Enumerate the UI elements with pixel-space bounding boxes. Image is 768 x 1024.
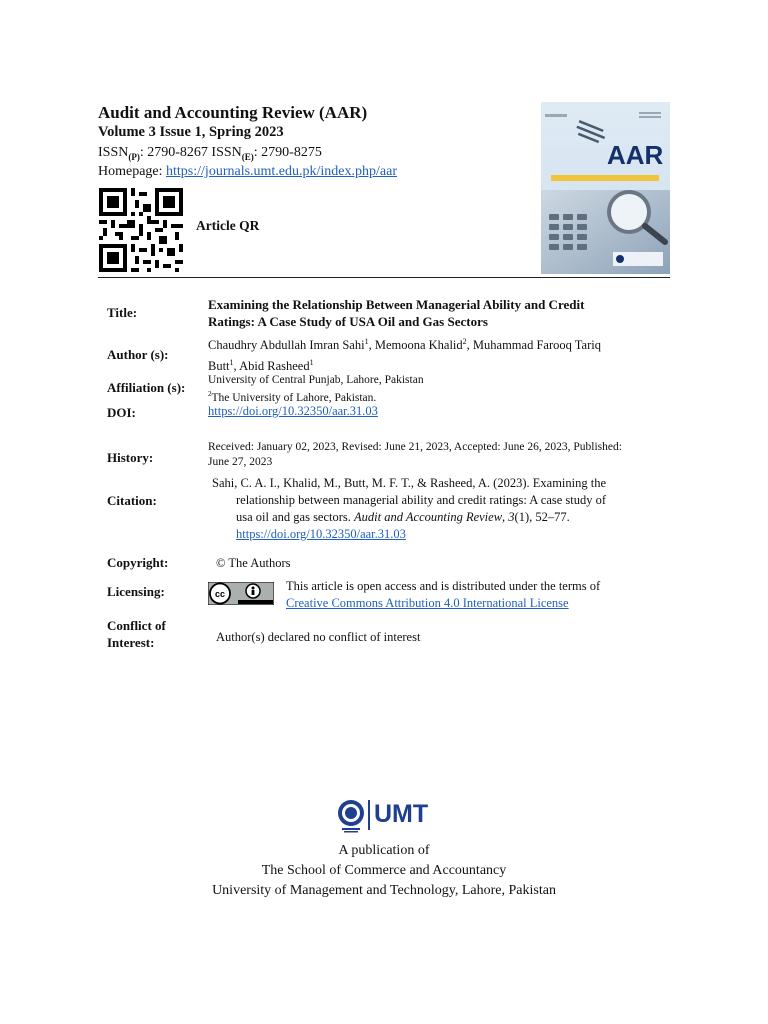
journal-cover-image (541, 102, 670, 274)
qr-code-icon[interactable] (99, 187, 183, 273)
authors (208, 333, 658, 375)
citation-sep: , (502, 510, 509, 524)
author-rasheed: , Abid Rasheed (233, 359, 310, 374)
author-khalid: , Memoona Khalid (368, 338, 463, 353)
conflict-label-line1: Conflict of (107, 618, 166, 633)
history-value (208, 440, 658, 470)
title-label: Title: (107, 305, 138, 320)
author-butt-cont: Butt (208, 359, 230, 374)
copyright-label: Copyright: (107, 555, 169, 570)
copyright-value: © The Authors (216, 556, 291, 570)
issn-line (98, 145, 322, 162)
umt-logo-divider (368, 800, 370, 830)
conflict-label (107, 617, 166, 651)
citation-pages: (1), 52–77. (514, 510, 570, 524)
licensing-label: Licensing: (107, 584, 165, 599)
cover-aar-text: AAR (607, 140, 664, 170)
author-khalid-sup: 2 (462, 337, 467, 346)
homepage-link[interactable]: https://journals.umt.edu.pk/index.php/aar (166, 164, 397, 179)
cc-license-link[interactable]: Creative Commons Attribution 4.0 International License (286, 596, 569, 610)
header-divider (98, 277, 670, 278)
author-rasheed-sup: 1 (309, 358, 314, 368)
conflict-value: Author(s) declared no conflict of interest (216, 630, 421, 644)
author-butt: , Muhammad Farooq Tariq (466, 338, 601, 353)
issn-print: : 2790-8267 ISSN (139, 145, 242, 160)
issn-prefix: ISSN (98, 145, 129, 160)
licensing-text: This article is open access and is distributed under the terms of (286, 579, 601, 593)
journal-title: Audit and Accounting Review (AAR) (98, 103, 368, 122)
issn-electronic: : 2790-8275 (253, 145, 322, 160)
citation-doi-link[interactable]: https://doi.org/10.32350/aar.31.03 (236, 527, 406, 541)
doi-value (208, 403, 658, 420)
article-title (208, 296, 658, 330)
cc-by-license-icon[interactable] (208, 582, 274, 605)
citation-volume: 3 (508, 510, 515, 524)
homepage-line (98, 164, 397, 180)
article-title-line1: Examining the Relationship Between Managerial Ability and Credit (208, 297, 585, 312)
conflict-label-line2: Interest: (107, 635, 155, 650)
citation-journal: Audit and Accounting Review (354, 510, 503, 524)
publication-of: A publication of (338, 843, 430, 858)
school-name: The School of Commerce and Accountancy (261, 863, 507, 878)
article-qr-label: Article QR (196, 218, 260, 233)
doi-label: DOI: (107, 405, 136, 420)
author-sahi: Chaudhry Abdullah Imran Sahi (208, 338, 365, 353)
history-line1: Received: January 02, 2023, Revised: June 21, 2023, Accepted: June 26, 2023, Published: (208, 441, 622, 453)
doi-link[interactable]: https://doi.org/10.32350/aar.31.03 (208, 404, 378, 418)
university-name: University of Management and Technology, Lahore, Pakistan (212, 883, 556, 898)
umt-logo (336, 798, 436, 836)
author-butt-sup: 1 (229, 358, 234, 368)
author-label: Author (s): (107, 347, 169, 362)
licensing-value (286, 578, 666, 612)
volume-issue: Volume 3 Issue 1, Spring 2023 (98, 124, 284, 140)
article-title-line2: Ratings: A Case Study of USA Oil and Gas Sectors (208, 314, 488, 329)
citation-line3: usa oil and gas sectors. (236, 510, 355, 524)
citation-label: Citation: (107, 493, 157, 508)
affiliation-1: University of Central Punjab, Lahore, Pakistan (208, 374, 424, 386)
umt-emblem-icon (336, 798, 366, 834)
affiliations (208, 373, 658, 405)
affiliation-label: Affiliation (s): (107, 380, 186, 395)
umt-logo-text: UMT (374, 800, 429, 828)
affiliation-2: The University of Lahore, Pakistan. (211, 391, 377, 404)
citation-value (212, 475, 652, 543)
author-sahi-sup: 1 (364, 337, 369, 346)
citation-line2: relationship between managerial ability and credit ratings: A case study of (236, 493, 607, 507)
history-label: History: (107, 450, 154, 465)
issn-electronic-sub: (E) (241, 151, 254, 162)
citation-line1: Sahi, C. A. I., Khalid, M., Butt, M. F. T., & Rasheed, A. (2023). Examining the (212, 476, 607, 490)
affiliation-2-sup: 2 (208, 390, 212, 398)
homepage-label: Homepage: (98, 164, 167, 179)
svg-text:cc: cc (214, 589, 226, 599)
history-line2: June 27, 2023 (208, 456, 273, 468)
issn-print-sub: (P) (128, 151, 140, 162)
